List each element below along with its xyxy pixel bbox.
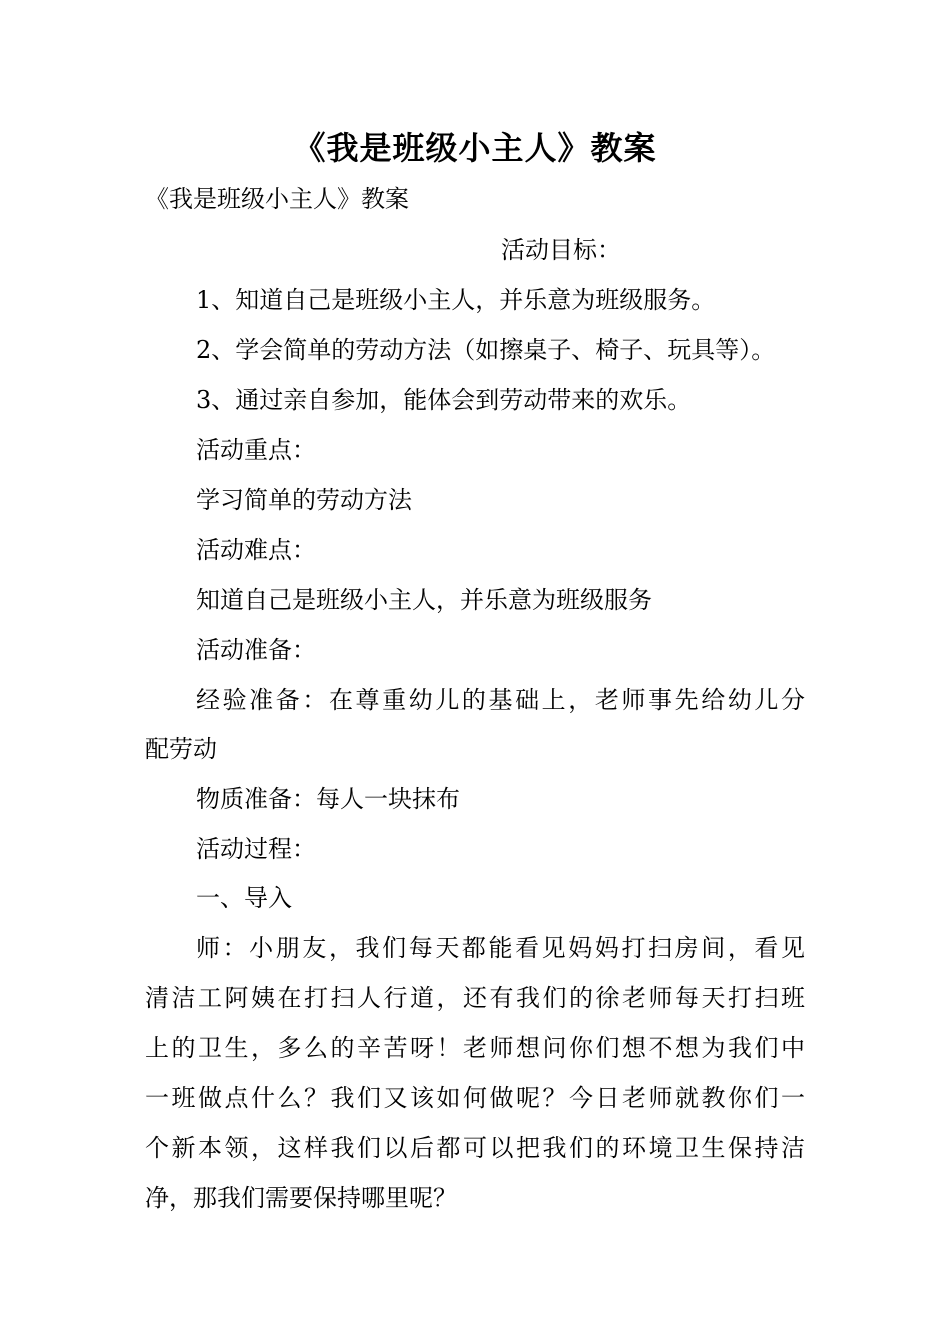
document-subtitle: 《我是班级小主人》教案 [145,185,409,213]
key-text: 学习简单的劳动方法 [196,486,412,514]
paragraph-line: 个新本领，这样我们以后都可以把我们的环境卫生保持洁 [145,1134,805,1162]
difficulty-heading: 活动难点： [196,536,316,564]
paragraph-line: 一班做点什么？我们又该如何做呢？今日老师就教你们一 [145,1084,805,1112]
paragraph-line: 清洁工阿姨在打扫人行道，还有我们的徐老师每天打扫班 [145,984,805,1012]
goal-item: 2、学会简单的劳动方法（如擦桌子、椅子、玩具等）。 [196,336,776,364]
prep-experience-line: 配劳动 [145,735,217,763]
prep-experience-line: 经验准备：在尊重幼儿的基础上，老师事先给幼儿分 [196,686,805,714]
paragraph-line: 师：小朋友，我们每天都能看见妈妈打扫房间，看见 [196,934,805,962]
goal-item: 3、通过亲自参加，能体会到劳动带来的欢乐。 [196,386,692,414]
document-title: 《我是班级小主人》教案 [293,129,657,167]
goal-item: 1、知道自己是班级小主人，并乐意为班级服务。 [196,286,716,314]
paragraph-line: 上的卫生，多么的辛苦呀！老师想问你们想不想为我们中 [145,1034,805,1062]
difficulty-text: 知道自己是班级小主人，并乐意为班级服务 [196,586,652,614]
prep-material: 物质准备：每人一块抹布 [196,785,460,813]
key-heading: 活动重点： [196,436,316,464]
process-heading: 活动过程： [196,835,316,863]
paragraph-line: 净，那我们需要保持哪里呢？ [145,1184,457,1212]
goal-heading: 活动目标： [501,236,621,264]
prep-heading: 活动准备： [196,636,316,664]
section-heading: 一、导入 [196,884,292,912]
